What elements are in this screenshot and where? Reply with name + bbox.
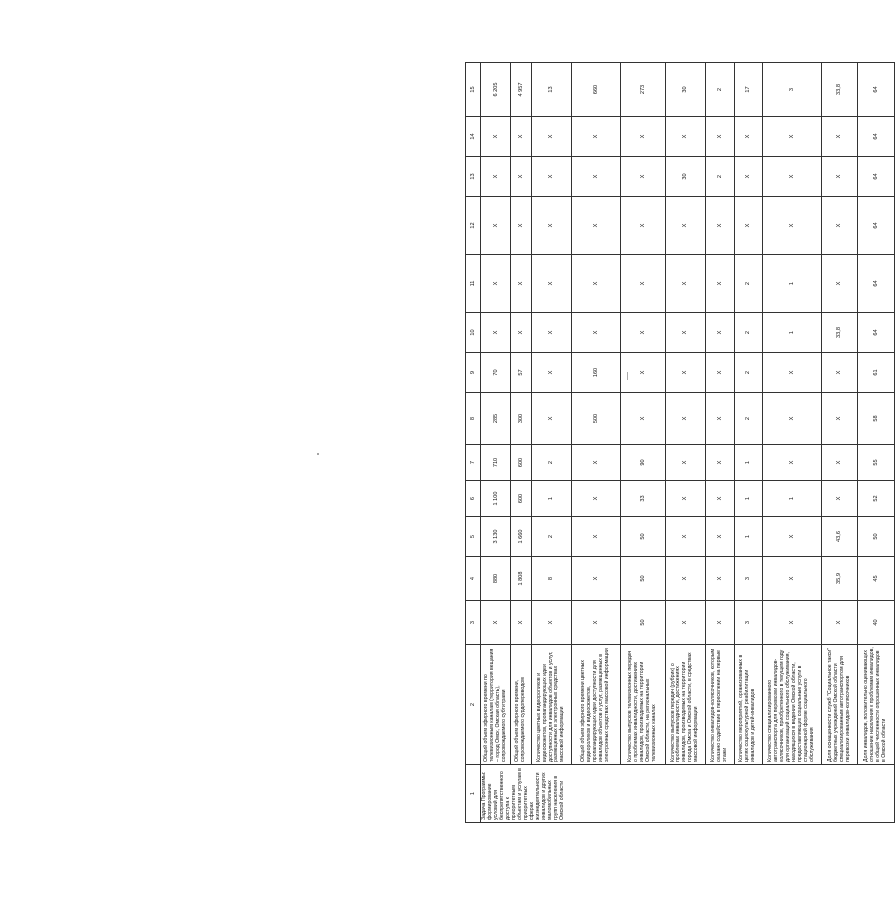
indicator-value: X <box>821 601 858 645</box>
indicator-value: 2 <box>734 313 762 353</box>
indicator-value: 8 <box>531 557 572 601</box>
indicator-value: X <box>763 601 822 645</box>
indicator-value: X <box>572 557 621 601</box>
indicator-value: 1 <box>763 481 822 517</box>
table-row <box>734 63 762 823</box>
indicator-value: 17 <box>734 63 762 117</box>
indicator-value: X <box>621 255 666 313</box>
indicator-value: X <box>763 117 822 157</box>
indicator-value: X <box>763 197 822 255</box>
indicator-value: X <box>734 157 762 197</box>
indicator-description: Количество инвалидов-колясочников, которым оказано содействие в переселении на первые этажи <box>706 645 734 765</box>
indicator-value: X <box>665 313 706 353</box>
indicator-value: X <box>572 481 621 517</box>
indicator-value: 45 <box>858 557 895 601</box>
header-cell: 2 <box>466 645 481 765</box>
header-cell: 6 <box>466 481 481 517</box>
table-row <box>572 63 621 823</box>
table-row <box>665 63 706 823</box>
indicator-value: 2 <box>531 517 572 557</box>
indicator-value: 2 <box>734 353 762 393</box>
indicator-value: X <box>763 157 822 197</box>
indicator-value: X <box>531 601 572 645</box>
indicator-value: X <box>511 117 531 157</box>
indicator-value: 500 <box>572 393 621 445</box>
indicator-value: X <box>531 157 572 197</box>
indicator-value: 2 <box>706 157 734 197</box>
indicator-value: X <box>706 117 734 157</box>
indicator-description: Общий объем эфирного времени цветных видеороликов и видеосюжетов, пропагандирующих идеи доступности для инвалидов объектов и услуг, размещенных в электронных средствах массовой информации <box>572 645 621 765</box>
indicator-value: 285 <box>481 393 511 445</box>
indicator-value: 4 957 <box>511 63 531 117</box>
indicator-value: X <box>531 117 572 157</box>
indicator-value: X <box>706 255 734 313</box>
indicator-value: X <box>572 197 621 255</box>
indicator-value: X <box>706 445 734 481</box>
indicator-value: X <box>665 197 706 255</box>
indicator-value: X <box>821 255 858 313</box>
indicator-value: X <box>531 353 572 393</box>
indicator-value: 1 100 <box>481 481 511 517</box>
indicator-value: X <box>821 197 858 255</box>
indicator-description: Количество цветных видеороликов и видеосюжетов, пропагандирующих идеи доступности для инвалидов объектов и услуг, размещенных в электронных средствах массовой информации <box>531 645 572 765</box>
indicator-value: X <box>763 353 822 393</box>
indicator-value: 55 <box>858 445 895 481</box>
indicator-value: 600 <box>511 445 531 481</box>
indicator-value: X <box>481 117 511 157</box>
indicator-value: 300 <box>511 393 531 445</box>
indicator-value: 58 <box>858 393 895 445</box>
indicator-value: X <box>706 481 734 517</box>
indicator-description: Доля оснащенности служб "Социальное такси" бюджетных учреждений Омской области специализированным автотранспортом для перевозки инвалидов-колясочников <box>821 645 858 765</box>
indicator-value: X <box>481 255 511 313</box>
indicator-value: X <box>665 445 706 481</box>
indicator-value: X <box>481 313 511 353</box>
indicator-value: 3 <box>763 63 822 117</box>
indicator-value: 40 <box>858 601 895 645</box>
scan-dot <box>317 453 319 455</box>
indicator-value: 50 <box>621 517 666 557</box>
indicator-value: 64 <box>858 255 895 313</box>
indicator-value: X <box>665 557 706 601</box>
indicator-value: X <box>665 601 706 645</box>
column-number-row <box>466 63 481 823</box>
indicator-value: 3 130 <box>481 517 511 557</box>
indicator-description: Общий объем эфирного времени, сопровождаемого сурдопереводом <box>511 645 531 765</box>
indicator-value: X <box>706 197 734 255</box>
indicator-value: 57 <box>511 353 531 393</box>
indicator-value: 35,9 <box>821 557 858 601</box>
indicator-value: 64 <box>858 63 895 117</box>
indicator-value: 2 <box>531 445 572 481</box>
indicator-value: X <box>572 445 621 481</box>
indicator-value: X <box>621 197 666 255</box>
indicator-value: 1 <box>531 481 572 517</box>
indicator-value: X <box>481 157 511 197</box>
indicator-value: X <box>511 255 531 313</box>
indicator-value: 50 <box>621 601 666 645</box>
indicator-value: X <box>821 117 858 157</box>
indicator-value: X <box>665 117 706 157</box>
table-row <box>621 63 666 823</box>
indicator-value: X <box>481 601 511 645</box>
indicator-value: X <box>511 157 531 197</box>
indicator-value: 30 <box>665 157 706 197</box>
indicator-value: 43,6 <box>821 517 858 557</box>
indicator-value: 33 <box>621 481 666 517</box>
table-row <box>481 63 511 823</box>
indicator-description: Количество выпусков передач (рубрик) о проблемах инвалидности, достижениях инвалидов, производимых на территории города Омска и Омской области, в средствах массовой информации <box>665 645 706 765</box>
indicator-value: X <box>821 353 858 393</box>
header-cell: 8 <box>466 393 481 445</box>
program-goal-cell: Задача Программы: формирование условий для беспрепятственного доступа к приоритетным объектам и услугам в приоритетных сферах жизнедеятельности инвалидов и других маломобильных групп населения в Омской области <box>481 765 895 823</box>
indicator-value: 52 <box>858 481 895 517</box>
indicator-value: X <box>821 481 858 517</box>
indicator-description: Доля инвалидов, положительно оценивающих отношение населения к проблемам инвалидов, в общей численности опрошенных инвалидов в Омской области <box>858 645 895 765</box>
indicator-value: 1 <box>734 445 762 481</box>
indicator-value: X <box>621 353 666 393</box>
header-cell: 7 <box>466 445 481 481</box>
indicator-value: 2 <box>734 393 762 445</box>
indicator-value: X <box>621 393 666 445</box>
header-cell: 12 <box>466 197 481 255</box>
indicator-value: X <box>821 445 858 481</box>
indicator-value: 1 808 <box>511 557 531 601</box>
indicator-value: X <box>763 517 822 557</box>
indicator-value: 33,8 <box>821 63 858 117</box>
rotated-table-container <box>465 63 895 823</box>
indicator-value: X <box>621 313 666 353</box>
header-cell: 4 <box>466 557 481 601</box>
indicator-value: 6 205 <box>481 63 511 117</box>
indicator-value: 70 <box>481 353 511 393</box>
scan-mark <box>627 372 628 380</box>
indicator-value: 64 <box>858 197 895 255</box>
header-cell: 9 <box>466 353 481 393</box>
indicator-value: 64 <box>858 117 895 157</box>
indicator-value: X <box>572 601 621 645</box>
indicator-value: 3 <box>734 601 762 645</box>
indicator-value: X <box>531 313 572 353</box>
indicator-value: X <box>665 353 706 393</box>
indicator-value: X <box>734 117 762 157</box>
indicator-value: X <box>706 517 734 557</box>
indicator-value: 30 <box>665 63 706 117</box>
indicator-value: 64 <box>858 157 895 197</box>
indicator-value: X <box>763 393 822 445</box>
indicator-value: 61 <box>858 353 895 393</box>
table-row <box>858 63 895 823</box>
indicator-value: 1 660 <box>511 517 531 557</box>
indicator-value: X <box>763 557 822 601</box>
indicator-value: 13 <box>531 63 572 117</box>
indicator-description: Общий объем эфирного времени по телевизионным каналам (территория вещания – город Омск, Омская область), сопровождаемого субтитрами <box>481 645 511 765</box>
indicator-value: X <box>763 445 822 481</box>
indicator-value: X <box>531 255 572 313</box>
indicator-value: X <box>665 393 706 445</box>
indicator-value: X <box>665 517 706 557</box>
indicator-value: X <box>821 157 858 197</box>
indicator-value: 2 <box>734 255 762 313</box>
indicator-value: X <box>706 353 734 393</box>
indicator-value: 3 <box>734 557 762 601</box>
indicator-value: 600 <box>511 481 531 517</box>
indicator-value: X <box>572 157 621 197</box>
table-row <box>763 63 822 823</box>
indicator-value: X <box>572 255 621 313</box>
indicator-value: 660 <box>572 63 621 117</box>
indicator-value: 50 <box>621 557 666 601</box>
indicator-value: X <box>511 601 531 645</box>
indicator-value: X <box>821 393 858 445</box>
indicator-value: 710 <box>481 445 511 481</box>
indicator-value: 160 <box>572 353 621 393</box>
indicator-value: 1 <box>734 517 762 557</box>
indicator-value: X <box>531 197 572 255</box>
indicator-description: Количество специализированного автотранспорта для перевозки инвалидов-колясочников, приобретенного в текущем году для организаций социального обслуживания, находящихся в ведении Омской области, предоставляющих социальные услуги в стационарной форме социального обслуживания <box>763 645 822 765</box>
header-cell: 13 <box>466 157 481 197</box>
indicator-value: 50 <box>858 517 895 557</box>
table-row <box>706 63 734 823</box>
indicator-value: X <box>621 157 666 197</box>
indicator-value: X <box>481 197 511 255</box>
indicator-value: X <box>511 313 531 353</box>
indicator-value: X <box>531 393 572 445</box>
header-cell: 11 <box>466 255 481 313</box>
indicator-description: Количество мероприятий, организованных в целях социокультурной реабилитации инвалидов и детей-инвалидов <box>734 645 762 765</box>
indicator-value: X <box>665 255 706 313</box>
header-cell: 5 <box>466 517 481 557</box>
header-cell: 1 <box>466 765 481 823</box>
indicator-value: 64 <box>858 313 895 353</box>
header-cell: 3 <box>466 601 481 645</box>
table-row <box>511 63 531 823</box>
header-cell: 15 <box>466 63 481 117</box>
indicator-value: X <box>511 197 531 255</box>
indicator-value: X <box>706 393 734 445</box>
table-row <box>531 63 572 823</box>
indicator-value: X <box>572 517 621 557</box>
indicator-value: 90 <box>621 445 666 481</box>
indicator-value: 1 <box>734 481 762 517</box>
indicator-value: 880 <box>481 557 511 601</box>
indicator-value: X <box>734 197 762 255</box>
indicator-description: Количество выпусков телевизионных передач о проблемах инвалидности, достижениях инвалидов, производимых на территории Омской области, на региональных телевизионных каналах <box>621 645 666 765</box>
indicator-value: X <box>572 313 621 353</box>
indicator-value: 33,8 <box>821 313 858 353</box>
indicator-value: 1 <box>763 313 822 353</box>
indicator-value: X <box>572 117 621 157</box>
indicator-value: X <box>706 557 734 601</box>
indicator-value: 2 <box>706 63 734 117</box>
indicator-value: X <box>706 601 734 645</box>
table-row <box>821 63 858 823</box>
indicators-table <box>465 62 895 823</box>
header-cell: 14 <box>466 117 481 157</box>
indicator-value: 1 <box>763 255 822 313</box>
indicator-value: X <box>706 313 734 353</box>
header-cell: 10 <box>466 313 481 353</box>
indicator-value: 273 <box>621 63 666 117</box>
indicator-value: X <box>665 481 706 517</box>
indicator-value: X <box>621 117 666 157</box>
